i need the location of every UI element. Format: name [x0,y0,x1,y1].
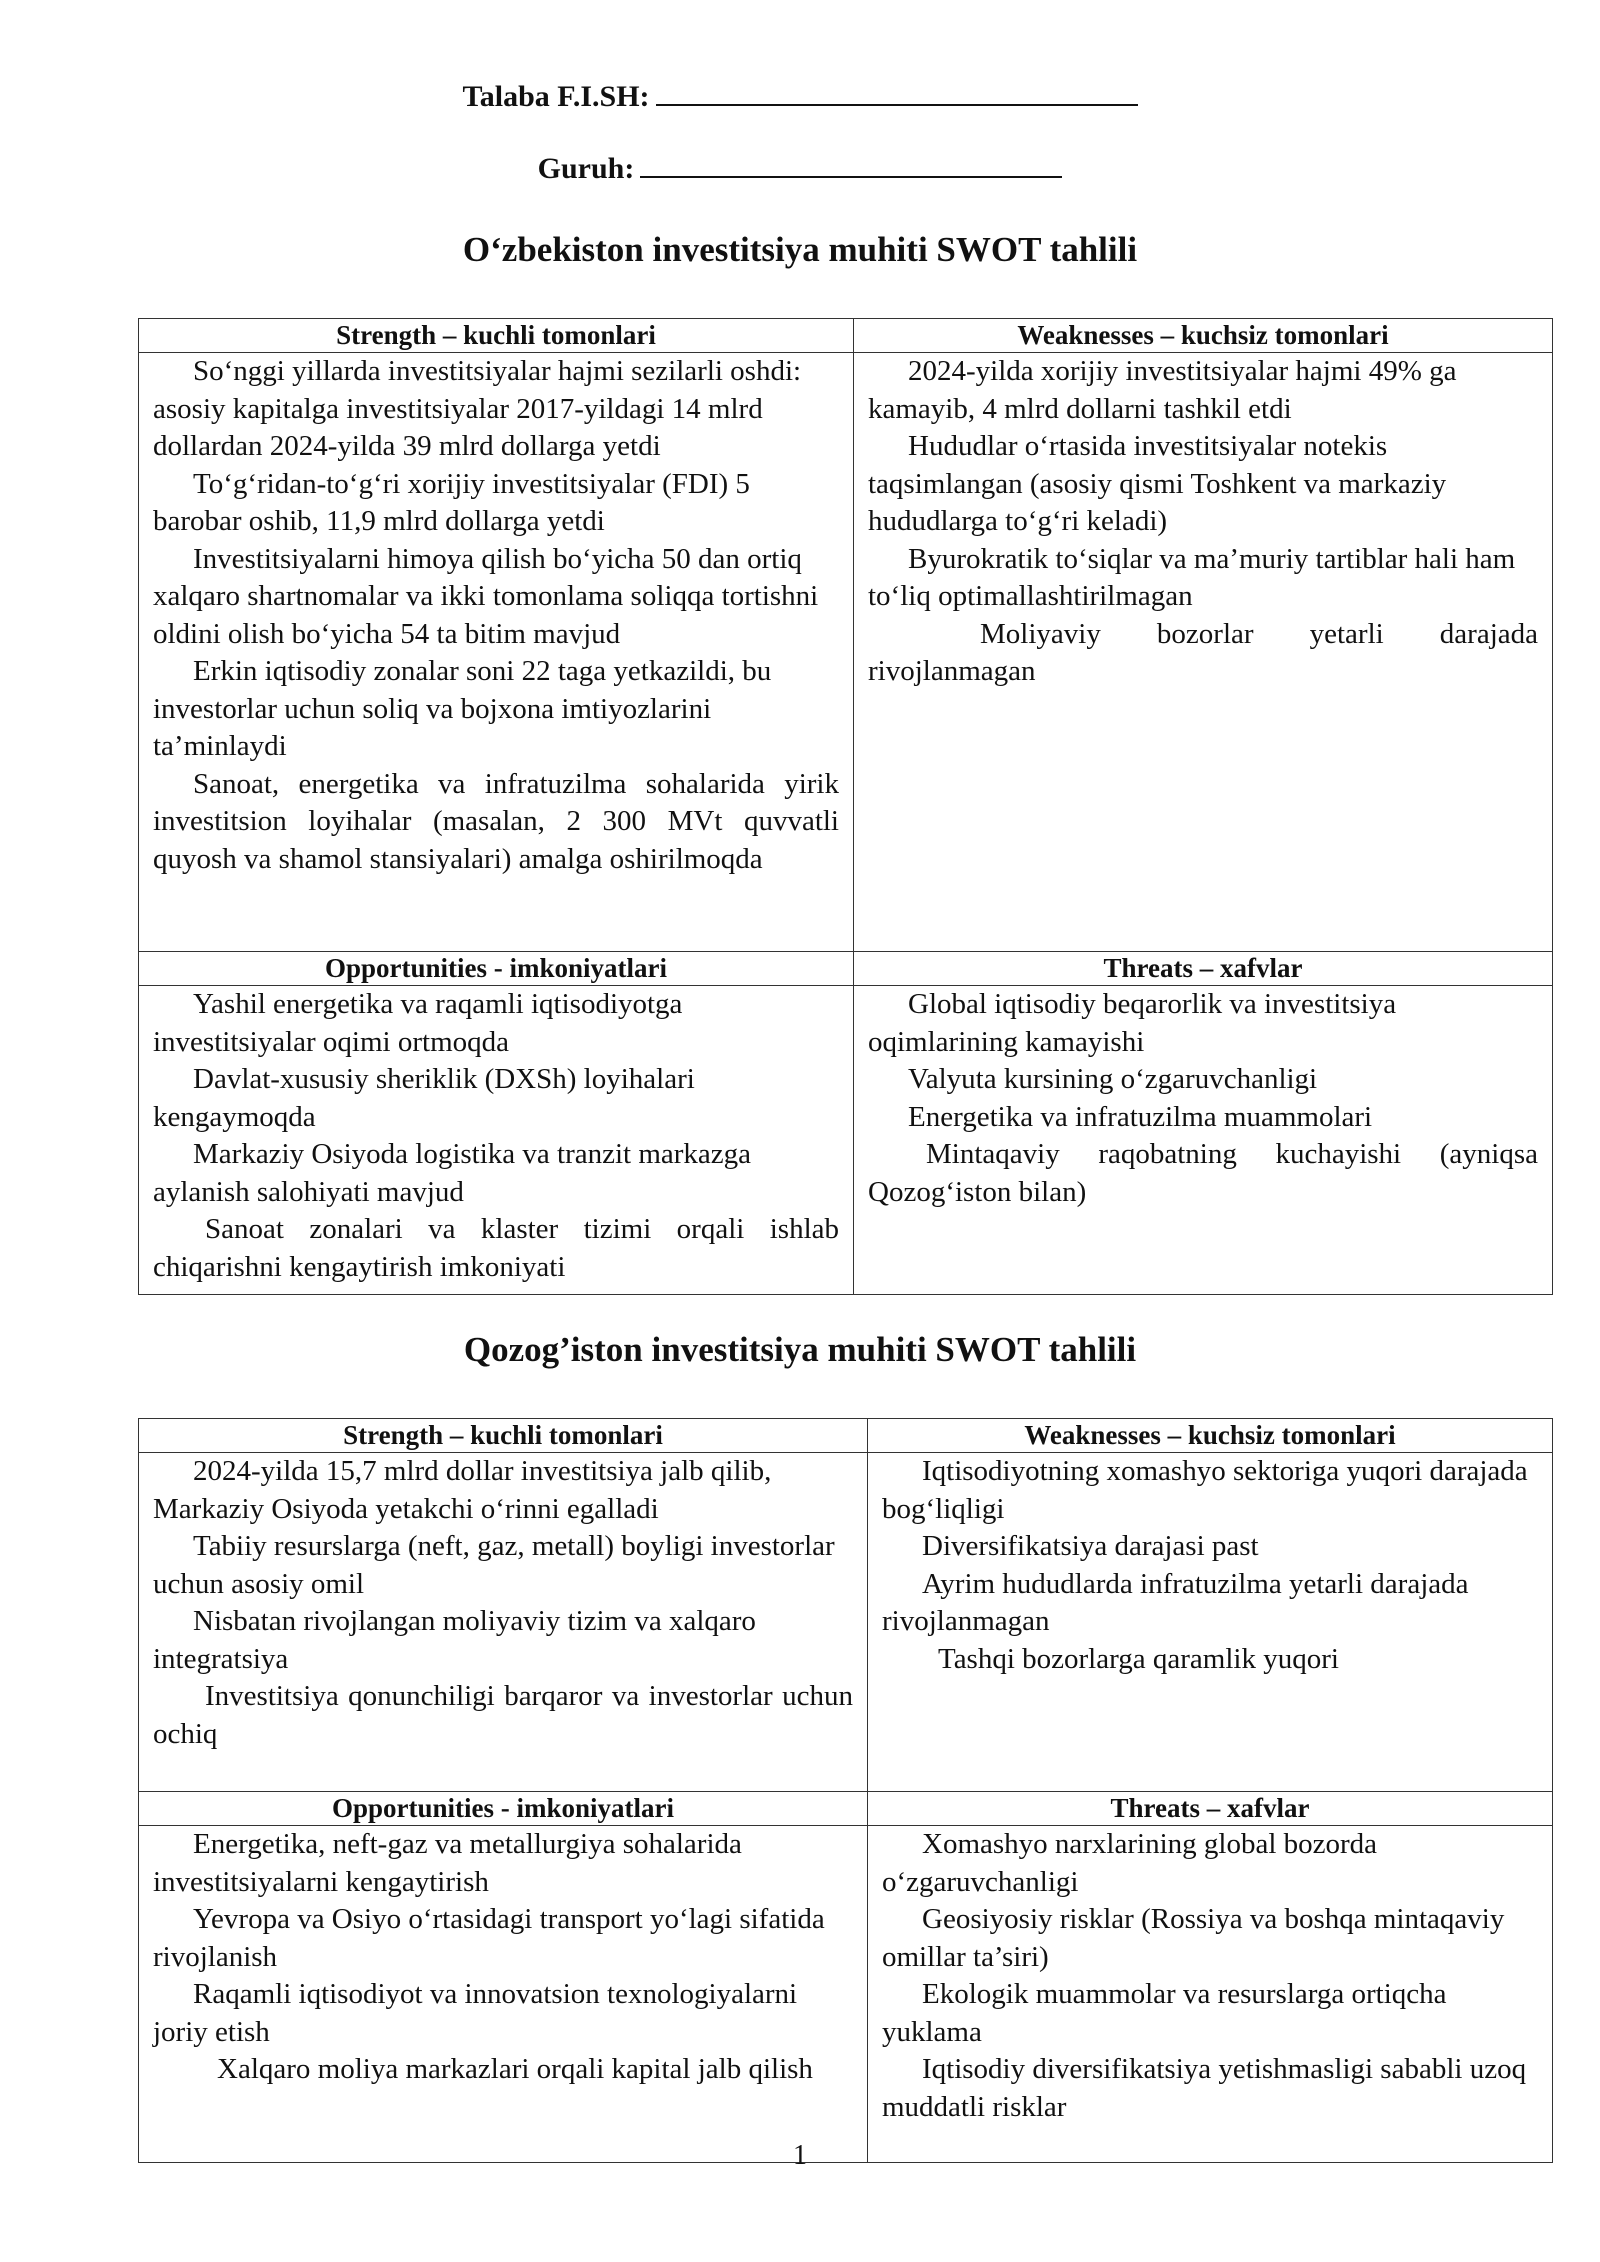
threats-cell [854,986,1553,1295]
strength-item: Erkin iqtisodiy zonalar soni 22 taga yetkazildi, bu investorlar uchun soliq va bojxona imtiyozlarini ta’minlaydi [153,655,772,762]
opportunity-item: Davlat-xususiy sheriklik (DXSh) loyihalari kengaymoqda [153,1063,695,1133]
strength-heading: Strength – kuchli tomonlari [139,319,854,353]
strength-item: To‘g‘ridan-to‘g‘ri xorijiy investitsiyalar (FDI) 5 barobar oshib, 11,9 mlrd dollarga yetdi [153,467,750,537]
group-field [0,148,1600,186]
swot-table-kazakhstan [138,1418,1553,2163]
threat-item: Mintaqaviy raqobatning kuchayishi (ayniqsa Qozog‘iston bilan) [868,1138,1538,1208]
threats-heading: Threats – xafvlar [868,1792,1553,1826]
content-row [139,986,1553,1295]
strength-item: 2024-yilda 15,7 mlrd dollar investitsiya jalb qilib, Markaziy Osiyoda yetakchi o‘rinni egalladi [153,1455,772,1525]
strength-cell [139,353,854,952]
header-row [139,1792,1553,1826]
strength-item: Tabiiy resurslarga (neft, gaz, metall) boyligi investorlar uchun asosiy omil [153,1530,835,1600]
weakness-item: Iqtisodiyotning xomashyo sektoriga yuqori darajada bog‘liqligi [882,1455,1528,1525]
opportunities-cell [139,986,854,1295]
threat-item: Iqtisodiy diversifikatsiya yetishmasligi sababli uzoq muddatli risklar [882,2053,1527,2123]
weaknesses-cell [854,353,1553,952]
student-name-label: Talaba F.I.SH: [462,80,650,113]
student-name-field [0,76,1600,114]
student-name-blank-line[interactable] [656,76,1138,106]
weakness-item: Ayrim hududlarda infratuzilma yetarli darajada rivojlanmagan [882,1567,1469,1637]
opportunities-heading: Opportunities - imkoniyatlari [139,952,854,986]
strength-item: Investitsiya qonunchiligi barqaror va investorlar uchun ochiq [153,1680,853,1750]
weaknesses-heading: Weaknesses – kuchsiz tomonlari [868,1419,1553,1453]
opportunity-item: Sanoat zonalari va klaster tizimi orqali ishlab chiqarishni kengaytirish imkoniyati [153,1213,839,1283]
threats-heading: Threats – xafvlar [854,952,1553,986]
weakness-item: Moliyaviy bozorlar yetarli darajada rivojlanmagan [868,617,1538,687]
page-number: 1 [793,2140,807,2171]
opportunities-heading: Opportunities - imkoniyatlari [139,1792,868,1826]
group-label: Guruh: [537,152,635,185]
opportunity-item: Markaziy Osiyoda logistika va tranzit markazga aylanish salohiyati mavjud [153,1138,752,1208]
weakness-item: Byurokratik to‘siqlar va ma’muriy tartiblar hali ham to‘liq optimallashtirilmagan [868,542,1516,612]
weakness-item: 2024-yilda xorijiy investitsiyalar hajmi 49% ga kamayib, 4 mlrd dollarni tashkil etdi [868,355,1457,425]
threat-item: Geosiyosiy risklar (Rossiya va boshqa mintaqaviy omillar ta’siri) [882,1903,1505,1973]
threat-item: Xomashyo narxlarining global bozorda o‘zgaruvchanligi [882,1828,1378,1898]
strength-cell [139,1453,868,1792]
section-title-uzbekistan: O‘zbekiston investitsiya muhiti SWOT tahlili [462,230,1138,269]
opportunity-item: Yevropa va Osiyo o‘rtasidagi transport yo‘lagi sifatida rivojlanish [153,1903,825,1973]
header-row [139,319,1553,353]
strength-heading: Strength – kuchli tomonlari [139,1419,868,1453]
weaknesses-heading: Weaknesses – kuchsiz tomonlari [854,319,1553,353]
strength-item: Sanoat, energetika va infratuzilma sohalarida yirik investitsion loyihalar (masalan, 2 300 MVt quvvatli quyosh va shamol stansiyalari) amalga oshirilmoqda [153,767,839,875]
header-row [139,952,1553,986]
opportunity-item: Energetika, neft-gaz va metallurgiya sohalarida investitsiyalarni kengaytirish [153,1828,742,1898]
threat-item: Valyuta kursining o‘zgaruvchanligi [908,1063,1318,1095]
weakness-item: Tashqi bozorlarga qaramlik yuqori [938,1642,1339,1675]
strength-item: Investitsiyalarni himoya qilish bo‘yicha 50 dan ortiq xalqaro shartnomalar va ikki tomonlama soliqqa tortishni oldini olish bo‘yicha 54 ta bitim mavjud [153,542,819,650]
opportunity-item: Raqamli iqtisodiyot va innovatsion texnologiyalarni joriy etish [153,1978,798,2048]
weakness-item: Diversifikatsiya darajasi past [922,1530,1259,1562]
content-row [139,1826,1553,2163]
threat-item: Global iqtisodiy beqarorlik va investitsiya oqimlarining kamayishi [868,988,1397,1058]
opportunities-cell [139,1826,868,2163]
weaknesses-cell [868,1453,1553,1792]
content-row [139,1453,1553,1792]
content-row [139,353,1553,952]
swot-table-uzbekistan [138,318,1553,1295]
header-row [139,1419,1553,1453]
strength-item: Nisbatan rivojlangan moliyaviy tizim va xalqaro integratsiya [153,1605,756,1675]
strength-item: So‘nggi yillarda investitsiyalar hajmi sezilarli oshdi: asosiy kapitalga investitsiyalar 2017-yildagi 14 mlrd dollardan 2024-yilda 39 mlrd dollarga yetdi [153,355,802,462]
weakness-item: Hududlar o‘rtasida investitsiyalar notekis taqsimlangan (asosiy qismi Toshkent va markaziy hududlarga to‘g‘ri keladi) [868,430,1447,537]
section-title-kazakhstan: Qozog’iston investitsiya muhiti SWOT tahlili [463,1330,1137,1369]
opportunity-item: Xalqaro moliya markazlari orqali kapital jalb qilish [217,2053,813,2085]
threat-item: Ekologik muammolar va resurslarga ortiqcha yuklama [882,1978,1447,2048]
group-blank-line[interactable] [640,148,1062,178]
threat-item: Energetika va infratuzilma muammolari [908,1100,1373,1133]
opportunity-item: Yashil energetika va raqamli iqtisodiyotga investitsiyalar oqimi ortmoqda [153,988,683,1058]
threats-cell [868,1826,1553,2163]
